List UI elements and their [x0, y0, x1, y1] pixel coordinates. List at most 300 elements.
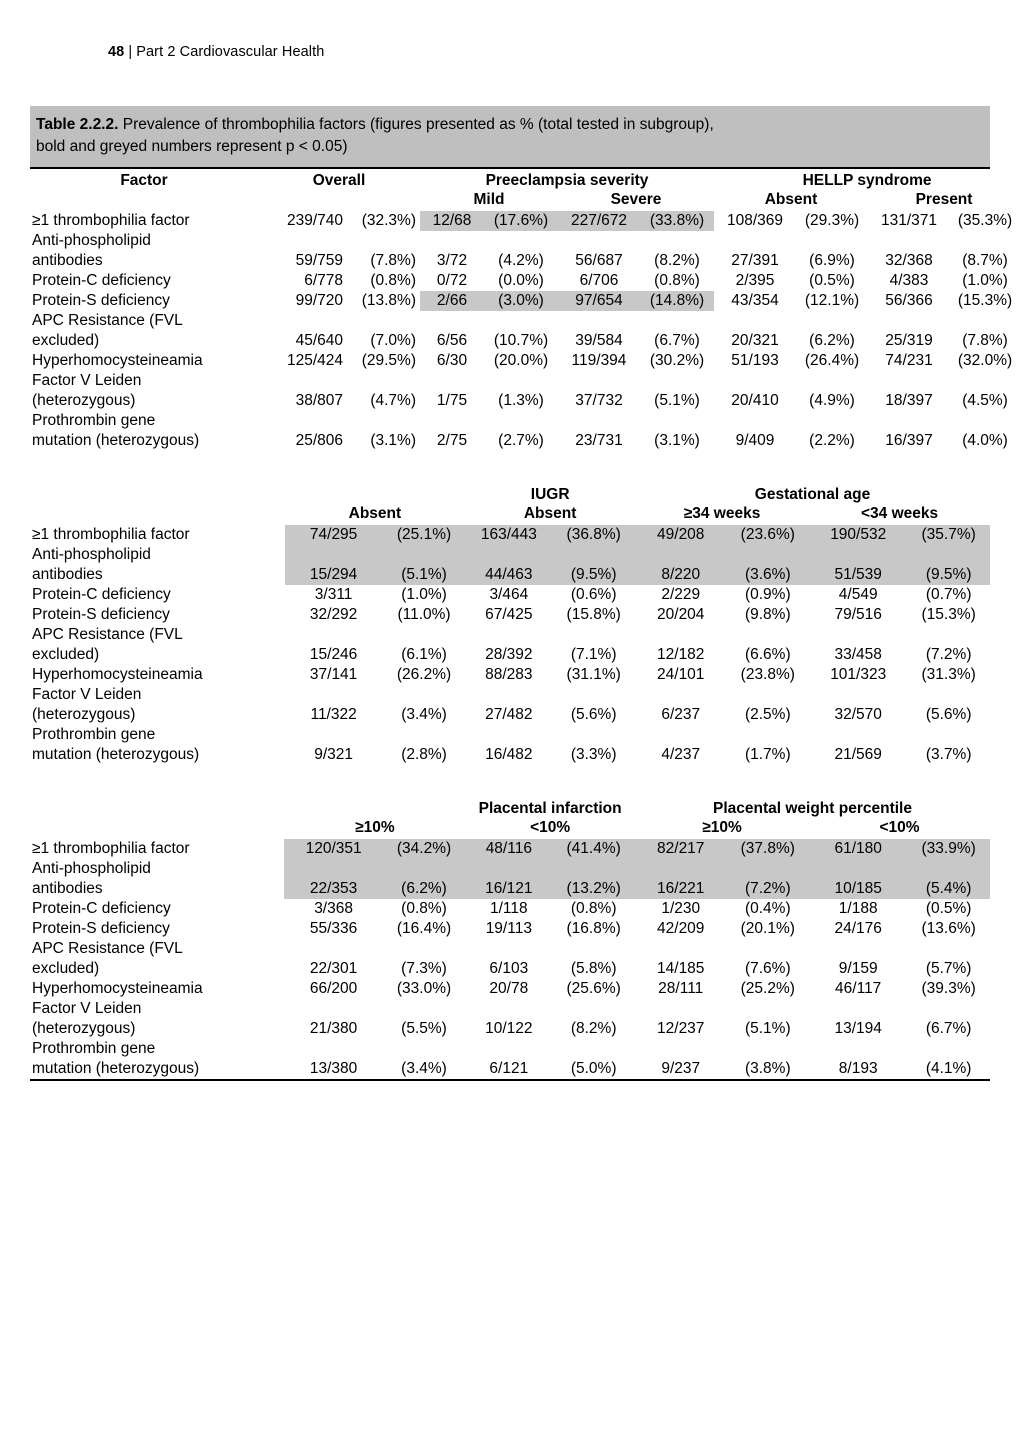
row-label: Hyperhomocysteineamia	[32, 665, 203, 683]
group-header-iugr: IUGR	[530, 485, 570, 503]
cell-pct: (12.1%)	[804, 291, 860, 309]
table-caption-line2: bold and greyed numbers represent p < 0.05)	[36, 138, 348, 156]
group-header-hellp-syndrome: HELLP syndrome	[802, 171, 932, 189]
sub-header-weight-lt10: <10%	[879, 818, 920, 836]
table-row-label-continuation	[30, 859, 990, 879]
table-row-label-continuation	[30, 411, 1020, 431]
row-label: excluded)	[32, 331, 100, 349]
cell-pct: (16.4%)	[396, 919, 452, 937]
row-label: Factor V Leiden	[32, 371, 142, 389]
group-header-preeclampsia-severity: Preeclampsia severity	[485, 171, 649, 189]
cell-n: 3/464	[489, 585, 529, 603]
cell-pct: (23.6%)	[727, 525, 810, 545]
cell-n: 163/443	[465, 525, 552, 545]
sub-header-infarction-lt10: <10%	[530, 818, 571, 836]
row-label: APC Resistance (FVL	[32, 939, 183, 957]
cell-n: 20/78	[489, 979, 529, 997]
cell-n: 25/806	[295, 431, 343, 449]
header-separator: |	[128, 44, 133, 60]
cell-n: 33/458	[834, 645, 882, 663]
row-label: (heterozygous)	[32, 705, 136, 723]
row-label: ≥1 thrombophilia factor	[32, 211, 190, 229]
cell-n: 6/706	[579, 271, 619, 289]
row-label: Factor V Leiden	[32, 685, 142, 703]
row-label: Protein-C deficiency	[32, 899, 171, 917]
cell-n: 22/301	[309, 959, 358, 977]
cell-n: 4/549	[838, 585, 878, 603]
cell-n: 10/122	[485, 1019, 533, 1037]
cell-pct: (15.3%)	[921, 605, 976, 623]
cell-n: 16/221	[635, 879, 727, 899]
row-label: mutation (heterozygous)	[32, 745, 200, 763]
cell-n: 3/311	[314, 585, 353, 603]
cell-n: 46/117	[835, 979, 882, 997]
cell-pct: (1.7%)	[744, 745, 791, 763]
table-2-2-2	[30, 106, 1013, 1081]
cell-pct: (33.0%)	[396, 979, 452, 997]
cell-pct: (11.0%)	[397, 605, 451, 623]
cell-pct: (6.1%)	[401, 645, 447, 663]
cell-pct: (6.7%)	[654, 331, 700, 349]
cell-pct: (4.1%)	[907, 1059, 990, 1080]
cell-n: 14/185	[657, 959, 705, 977]
cell-n: 74/231	[885, 351, 933, 369]
cell-n: 2/229	[661, 585, 701, 603]
row-label: Prothrombin gene	[32, 725, 156, 743]
cell-pct: (30.2%)	[649, 351, 705, 369]
cell-pct: (2.5%)	[744, 705, 791, 723]
sub-header-infarction-ge10: ≥10%	[355, 818, 395, 836]
cell-pct: (20.1%)	[740, 919, 795, 937]
table-row-label-continuation	[30, 545, 990, 565]
page-number: 48	[108, 44, 125, 60]
cell-pct: (4.7%)	[370, 391, 416, 409]
table-row	[30, 919, 990, 939]
cell-pct: (34.2%)	[383, 839, 466, 859]
block-spacer	[30, 451, 990, 483]
row-label: antibodies	[32, 565, 103, 583]
cell-pct: (6.7%)	[925, 1019, 972, 1037]
row-label: Hyperhomocysteineamia	[32, 979, 203, 997]
cell-n: 6/30	[436, 351, 468, 369]
sub-header-iugr-absent-1: Absent	[348, 504, 402, 522]
cell-n: 9/159	[838, 959, 878, 977]
row-label: Anti-phospholipid	[32, 231, 151, 249]
cell-n: 74/295	[285, 525, 383, 545]
cell-pct: (25.1%)	[383, 525, 466, 545]
cell-pct: (2.8%)	[401, 745, 447, 763]
cell-n: 82/217	[635, 839, 727, 859]
cell-n: 32/570	[834, 705, 882, 723]
cell-n: 15/246	[309, 645, 358, 663]
cell-pct: (7.8%)	[962, 331, 1008, 349]
cell-pct: (8.2%)	[570, 1019, 617, 1037]
row-label: Protein-C deficiency	[32, 585, 171, 603]
cell-pct: (9.5%)	[552, 565, 635, 585]
table-row-label-continuation	[30, 685, 990, 705]
cell-n: 28/392	[485, 645, 533, 663]
group-header-row	[30, 797, 990, 819]
table-row	[30, 959, 990, 979]
table-row-label-continuation	[30, 311, 1020, 331]
row-label: Prothrombin gene	[32, 411, 156, 429]
table-row	[30, 665, 990, 685]
table-row-label-continuation	[30, 999, 990, 1019]
cell-pct: (8.7%)	[962, 251, 1008, 269]
cell-pct: (1.3%)	[498, 391, 544, 409]
cell-n: 19/113	[485, 919, 532, 937]
cell-n: 0/72	[436, 271, 468, 289]
group-header-overall: Overall	[312, 171, 366, 189]
sub-header-severe: Severe	[610, 190, 662, 208]
cell-pct: (29.3%)	[804, 211, 860, 229]
cell-n: 3/368	[314, 899, 353, 917]
table-row	[30, 585, 990, 605]
table-caption-line1: Prevalence of thrombophilia factors (figures presented as % (total tested in subgroup),	[118, 116, 714, 133]
sub-header-weight-ge10: ≥10%	[702, 818, 742, 836]
sub-header-ga-ge34: ≥34 weeks	[683, 504, 761, 522]
cell-pct: (3.8%)	[726, 1059, 809, 1080]
cell-n: 13/380	[284, 1059, 382, 1080]
cell-n: 11/322	[310, 705, 357, 723]
cell-n: 32/368	[885, 251, 933, 269]
table-caption	[30, 106, 990, 169]
cell-n: 125/424	[286, 351, 343, 369]
row-label: ≥1 thrombophilia factor	[32, 525, 190, 543]
cell-pct: (6.6%)	[744, 645, 791, 663]
cell-pct: (5.1%)	[744, 1019, 791, 1037]
cell-pct: (5.6%)	[925, 705, 972, 723]
row-label: antibodies	[32, 251, 103, 269]
cell-n: 12/182	[657, 645, 705, 663]
cell-pct: (13.6%)	[921, 919, 976, 937]
cell-n: 2/395	[735, 271, 775, 289]
cell-pct: (0.0%)	[498, 271, 544, 289]
cell-n: 4/237	[661, 745, 701, 763]
cell-pct: (7.6%)	[744, 959, 791, 977]
cell-pct: (4.0%)	[962, 431, 1008, 449]
cell-pct: (6.2%)	[383, 879, 466, 899]
cell-n: 190/532	[809, 525, 907, 545]
sub-header-hellp-present: Present	[915, 190, 973, 208]
cell-pct: (9.5%)	[907, 565, 990, 585]
sub-header-row	[30, 505, 990, 525]
cell-n: 44/463	[465, 565, 552, 585]
table-row	[30, 645, 990, 665]
row-label: (heterozygous)	[32, 1019, 136, 1037]
table-row-label-continuation	[30, 1039, 990, 1059]
sub-header-ga-lt34: <34 weeks	[860, 504, 939, 522]
cell-pct: (5.1%)	[654, 391, 700, 409]
cell-n: 6/56	[436, 331, 468, 349]
cell-pct: (4.9%)	[809, 391, 855, 409]
table-block-placental	[30, 797, 990, 1081]
cell-n: 59/759	[295, 251, 343, 269]
table-row	[30, 431, 1020, 451]
cell-n: 6/237	[661, 705, 701, 723]
cell-pct: (32.3%)	[361, 211, 416, 229]
cell-pct: (14.8%)	[640, 291, 714, 311]
cell-pct: (35.3%)	[957, 211, 1013, 229]
cell-pct: (9.8%)	[744, 605, 791, 623]
sub-header-mild: Mild	[473, 190, 505, 208]
cell-n: 16/121	[465, 879, 552, 899]
cell-n: 27/482	[485, 705, 533, 723]
table-row	[30, 251, 1020, 271]
cell-n: 56/366	[885, 291, 933, 309]
row-label: Protein-S deficiency	[32, 919, 170, 937]
row-label: Protein-S deficiency	[32, 291, 170, 309]
table-row	[30, 879, 990, 899]
cell-pct: (0.9%)	[744, 585, 791, 603]
table-row	[30, 839, 990, 859]
cell-n: 97/654	[558, 291, 640, 311]
cell-pct: (7.2%)	[925, 645, 972, 663]
cell-n: 12/237	[657, 1019, 705, 1037]
cell-n: 1/118	[490, 899, 528, 917]
table-row	[30, 899, 990, 919]
cell-pct: (7.0%)	[370, 331, 416, 349]
cell-pct: (31.1%)	[566, 665, 621, 683]
cell-n: 99/720	[295, 291, 343, 309]
cell-pct: (5.4%)	[907, 879, 990, 899]
cell-n: 48/116	[465, 839, 552, 859]
cell-pct: (8.2%)	[654, 251, 700, 269]
row-label: (heterozygous)	[32, 391, 136, 409]
cell-pct: (41.4%)	[552, 839, 635, 859]
cell-n: 8/220	[635, 565, 727, 585]
row-label: excluded)	[32, 959, 100, 977]
row-label: Factor V Leiden	[32, 999, 142, 1017]
cell-pct: (5.7%)	[925, 959, 972, 977]
cell-pct: (5.8%)	[570, 959, 617, 977]
cell-n: 119/394	[571, 351, 627, 369]
sub-header-iugr-absent-2: Absent	[523, 504, 577, 522]
cell-pct: (33.8%)	[640, 211, 714, 231]
row-label: Anti-phospholipid	[32, 859, 151, 877]
cell-n: 9/237	[635, 1059, 727, 1080]
cell-n: 6/103	[489, 959, 529, 977]
group-header-row	[30, 483, 990, 505]
cell-pct: (0.4%)	[744, 899, 791, 917]
cell-n: 51/539	[809, 565, 907, 585]
cell-pct: (0.8%)	[370, 271, 416, 289]
cell-pct: (1.0%)	[401, 585, 447, 603]
cell-pct: (10.7%)	[493, 331, 549, 349]
cell-n: 6/778	[304, 271, 343, 289]
group-header-placental-infarction: Placental infarction	[478, 799, 622, 817]
row-label: mutation (heterozygous)	[32, 431, 200, 449]
cell-n: 24/176	[834, 919, 882, 937]
cell-n: 88/283	[485, 665, 533, 683]
cell-pct: (26.4%)	[804, 351, 860, 369]
cell-pct: (32.0%)	[957, 351, 1013, 369]
cell-pct: (7.3%)	[401, 959, 447, 977]
running-header	[108, 44, 324, 60]
cell-n: 32/292	[309, 605, 358, 623]
table-row	[30, 565, 990, 585]
table-row-label-continuation	[30, 231, 1020, 251]
table-row	[30, 605, 990, 625]
cell-pct: (29.5%)	[361, 351, 416, 369]
cell-n: 28/111	[658, 979, 704, 997]
cell-n: 22/353	[284, 879, 382, 899]
group-header-gestational-age: Gestational age	[754, 485, 871, 503]
cell-n: 16/397	[885, 431, 933, 449]
cell-pct: (0.8%)	[401, 899, 447, 917]
cell-n: 16/482	[485, 745, 533, 763]
table-row-label-continuation	[30, 625, 990, 645]
cell-n: 23/731	[575, 431, 623, 449]
cell-n: 55/336	[309, 919, 358, 937]
table-row	[30, 271, 1020, 291]
cell-n: 239/740	[286, 211, 343, 229]
row-label: Protein-C deficiency	[32, 271, 171, 289]
row-label: Anti-phospholipid	[32, 545, 151, 563]
cell-n: 15/294	[285, 565, 383, 585]
row-label: APC Resistance (FVL	[32, 625, 183, 643]
table-row-label-continuation	[30, 371, 1020, 391]
row-label: ≥1 thrombophilia factor	[32, 839, 190, 857]
cell-n: 56/687	[575, 251, 623, 269]
row-label: Hyperhomocysteineamia	[32, 351, 203, 369]
row-label: mutation (heterozygous)	[30, 1059, 284, 1080]
cell-pct: (6.9%)	[809, 251, 855, 269]
table-row	[30, 351, 1020, 371]
cell-pct: (3.1%)	[370, 431, 416, 449]
table-row	[30, 705, 990, 725]
cell-pct: (15.3%)	[957, 291, 1013, 309]
cell-n: 18/397	[885, 391, 933, 409]
cell-pct: (3.1%)	[654, 431, 700, 449]
cell-n: 37/141	[309, 665, 358, 683]
table-row	[30, 525, 990, 545]
cell-pct: (3.4%)	[383, 1059, 466, 1080]
cell-pct: (0.6%)	[570, 585, 617, 603]
cell-pct: (20.0%)	[493, 351, 549, 369]
cell-n: 25/319	[885, 331, 933, 349]
cell-pct: (5.5%)	[401, 1019, 447, 1037]
group-header-placental-weight-percentile: Placental weight percentile	[712, 799, 912, 817]
cell-pct: (16.8%)	[566, 919, 621, 937]
sub-header-row	[30, 191, 1020, 211]
cell-n: 38/807	[295, 391, 343, 409]
cell-pct: (2.2%)	[809, 431, 855, 449]
cell-n: 20/410	[731, 391, 779, 409]
cell-pct: (3.4%)	[401, 705, 447, 723]
cell-n: 6/121	[465, 1059, 552, 1080]
table-row	[30, 1059, 990, 1080]
cell-pct: (0.8%)	[654, 271, 700, 289]
row-label: antibodies	[32, 879, 103, 897]
table-block-iugr-gestational-age	[30, 483, 990, 765]
cell-pct: (15.8%)	[566, 605, 621, 623]
cell-pct: (5.0%)	[552, 1059, 635, 1080]
cell-n: 66/200	[309, 979, 358, 997]
cell-pct: (31.3%)	[921, 665, 976, 683]
cell-n: 43/354	[731, 291, 779, 309]
cell-n: 45/640	[295, 331, 343, 349]
sub-header-hellp-absent: Absent	[764, 190, 818, 208]
cell-n: 49/208	[635, 525, 727, 545]
table-row-label-continuation	[30, 725, 990, 745]
cell-n: 10/185	[809, 879, 907, 899]
cell-n: 21/569	[834, 745, 882, 763]
cell-n: 27/391	[731, 251, 779, 269]
block-spacer	[30, 765, 990, 797]
cell-n: 1/75	[436, 391, 468, 409]
cell-pct: (33.9%)	[907, 839, 990, 859]
cell-pct: (3.6%)	[727, 565, 810, 585]
sub-header-row	[30, 819, 990, 839]
cell-n: 21/380	[309, 1019, 358, 1037]
table-row	[30, 331, 1020, 351]
row-label: Protein-S deficiency	[32, 605, 170, 623]
cell-n: 108/369	[726, 211, 784, 229]
table-row-label-continuation	[30, 939, 990, 959]
table-caption-label: Table 2.2.2.	[36, 116, 119, 133]
cell-pct: (1.0%)	[962, 271, 1008, 289]
cell-n: 12/68	[420, 211, 484, 231]
cell-n: 8/193	[809, 1059, 907, 1080]
cell-pct: (3.3%)	[570, 745, 617, 763]
cell-pct: (3.7%)	[925, 745, 972, 763]
row-label: APC Resistance (FVL	[32, 311, 183, 329]
cell-n: 2/66	[420, 291, 484, 311]
cell-pct: (37.8%)	[726, 839, 809, 859]
cell-pct: (36.8%)	[552, 525, 635, 545]
group-header-row	[30, 169, 1020, 191]
cell-n: 39/584	[575, 331, 623, 349]
cell-pct: (25.2%)	[740, 979, 795, 997]
cell-pct: (13.2%)	[552, 879, 635, 899]
cell-n: 101/323	[830, 665, 887, 683]
cell-n: 20/321	[731, 331, 779, 349]
cell-pct: (6.2%)	[809, 331, 855, 349]
cell-n: 3/72	[436, 251, 468, 269]
cell-pct: (0.5%)	[809, 271, 855, 289]
cell-n: 227/672	[558, 211, 640, 231]
cell-n: 131/371	[880, 211, 938, 229]
cell-pct: (17.6%)	[484, 211, 558, 231]
cell-n: 20/204	[657, 605, 705, 623]
cell-n: 13/194	[834, 1019, 882, 1037]
cell-pct: (0.7%)	[925, 585, 972, 603]
cell-n: 37/732	[575, 391, 623, 409]
table-row	[30, 291, 1020, 311]
cell-n: 79/516	[834, 605, 882, 623]
cell-n: 24/101	[657, 665, 705, 683]
cell-pct: (4.2%)	[498, 251, 544, 269]
header-section-title: Part 2 Cardiovascular Health	[136, 44, 325, 60]
table-row	[30, 745, 990, 765]
cell-pct: (25.6%)	[566, 979, 621, 997]
cell-n: 1/230	[661, 899, 701, 917]
cell-n: 42/209	[657, 919, 705, 937]
cell-pct: (35.7%)	[907, 525, 990, 545]
cell-pct: (5.1%)	[383, 565, 466, 585]
cell-pct: (13.8%)	[361, 291, 416, 309]
table-row	[30, 391, 1020, 411]
row-label: excluded)	[32, 645, 100, 663]
sub-header-overall	[258, 191, 420, 211]
cell-n: 67/425	[485, 605, 533, 623]
cell-n: 1/188	[838, 899, 878, 917]
row-label: Prothrombin gene	[32, 1039, 156, 1057]
cell-n: 4/383	[889, 271, 929, 289]
cell-n: 51/193	[731, 351, 779, 369]
cell-pct: (4.5%)	[962, 391, 1008, 409]
